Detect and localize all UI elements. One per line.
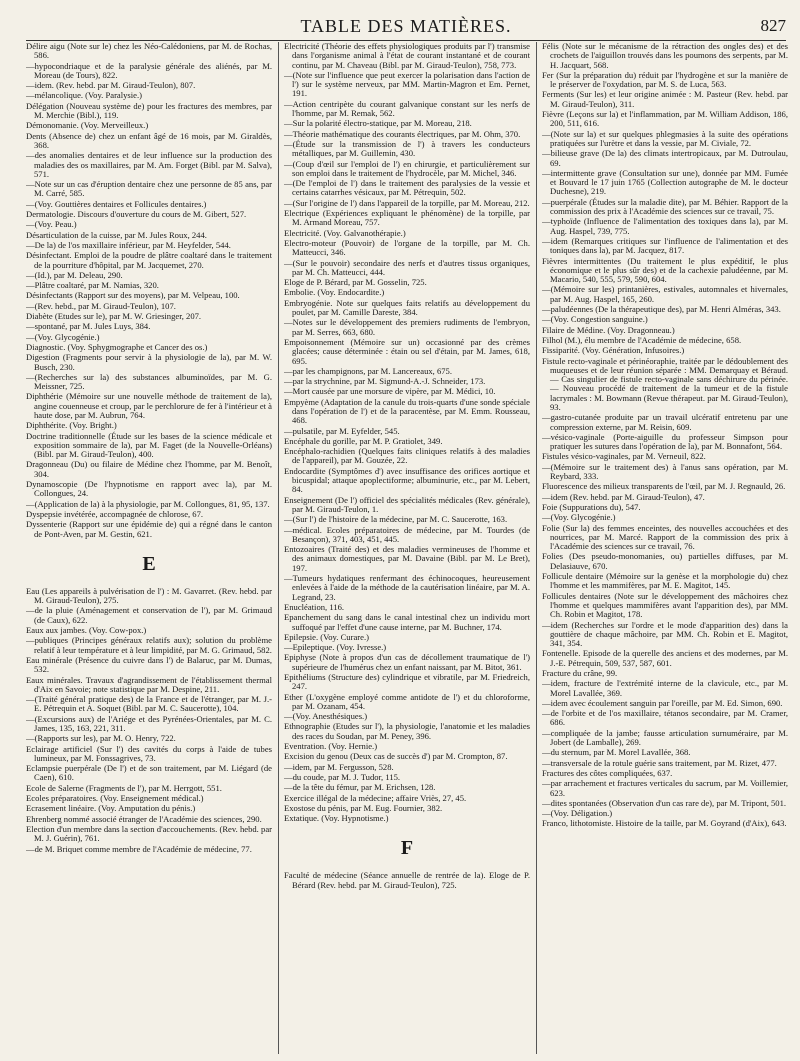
index-entry: Diabète (Etudes sur le), par M. W. Griesinger, 207. xyxy=(26,311,202,322)
index-entry: —de l'orbite et de l'os maxillaire, tétanos secondaire, par M. Cramer, 686. xyxy=(542,708,788,728)
index-entry: —(Sur l') de l'histoire de la médecine, par M. C. Saucerotte, 163. xyxy=(284,514,508,525)
index-entry: —Note sur un cas d'éruption dentaire chez une personne de 85 ans, par M. Carré, 585. xyxy=(26,179,272,199)
index-entry: Diagnostic. (Voy. Sphygmographe et Cancer des os.) xyxy=(26,341,208,352)
section-letter-e: E xyxy=(142,552,156,575)
index-entry: —paludéennes (De la thérapeutique des), par M. Henri Alméras, 343. xyxy=(542,304,781,315)
index-entry: —(Voy. Glycogénie.) xyxy=(542,512,616,523)
index-entry: —mélancolique. (Voy. Paralysie.) xyxy=(26,90,142,101)
index-entry: Enucléation, 116. xyxy=(284,601,345,612)
index-entry: Eau minérale (Présence du cuivre dans l') de Balaruc, par M. Dumas, 532. xyxy=(26,654,272,675)
index-entry: —idem, par M. Fergusson, 528. xyxy=(284,761,394,772)
index-entry: —(Recherches sur la) des substances albuminoïdes, par M. G. Meissner, 725. xyxy=(26,371,272,392)
index-entry: —compliquée de la jambe; fausse articulation surnuméraire, par M. Jobert (de Lamballe), 269. xyxy=(542,727,788,748)
index-entry: —Sur la polarité électro-statique, par M. Moreau, 218. xyxy=(284,118,472,129)
index-entry: Embryogénie. Note sur quelques faits relatifs au développement du poulet, par M. Camille Dareste, 384. xyxy=(284,297,530,318)
index-entry: Démonomanie. (Voy. Merveilleux.) xyxy=(26,120,149,131)
index-entry: Dyssenterie (Rapport sur une épidémie de) qui a régné dans le canton de Pont-Aven, par M. Gestin, 621. xyxy=(26,519,272,539)
index-entry: Dents (Absence de) chez un enfant âgé de 16 mois, par M. Giraldès, 368. xyxy=(26,130,272,150)
index-column-2 xyxy=(284,42,530,1054)
index-entry: —idem (Rev. hebd. par M. Giraud-Teulon), 47. xyxy=(542,491,705,502)
index-entry: —(Traité général pratique des) de la France et de l'étranger, par M. J.-E. Pétrequin et A. Soquet (Bibl. par M. C. Saucerotte), 104. xyxy=(26,694,272,714)
index-entry: Filaire de Médine. (Voy. Dragonneau.) xyxy=(542,324,675,335)
index-entry: Désarticulation de la cuisse, par M. Jules Roux, 244. xyxy=(26,229,207,240)
index-entry: Follicules dentaires (Note sur le développement des mâchoires chez l'homme et quelques mammifères avant l'apparition des), par MM. Ch. Robin et Magitot, 178. xyxy=(542,590,788,620)
index-entry: Ehrenberg nommé associé étranger de l'Académie des sciences, 290. xyxy=(26,813,262,824)
index-entry: Diphthérite. (Voy. Bright.) xyxy=(26,420,117,431)
index-entry: Dyspepsie invétérée, accompagnée de chlorose, 67. xyxy=(26,508,204,519)
index-entry: Epiphyse (Note à propos d'un cas de décollement traumatique de l') supérieure de l'humérus chez un enfant naissant, par M. Bitot, 361. xyxy=(284,652,530,672)
entries-f-part-2 xyxy=(542,42,788,829)
index-entry: Empyème (Adaptation de la canule du trois-quarts d'une sonde spéciale dans l'opération de l') et de la paracentèse, par M. Emm. Rousseau, 468. xyxy=(284,396,530,426)
index-entry: Follicule dentaire (Mémoire sur la genèse et la morphologie du) chez l'homme et les mammifères, par M. E. Magitot, 145. xyxy=(542,571,788,591)
index-entry: Fer (Sur la préparation du) réduit par l'hydrogène et sur la manière de le préserver de l'oxydation, par M. S. de Luca, 563. xyxy=(542,69,788,90)
index-columns xyxy=(26,42,788,1054)
index-entry: Doctrine traditionnelle (Étude sur les bases de la science médicale et exposition sommaire de la), par M. Faget (de la Nouvelle-Orléans) (Bibl. par M. Giraud-Teulon), 400. xyxy=(26,430,272,460)
index-entry: —bilieuse grave (De la) des climats intertropicaux, par M. Dutroulau, 69. xyxy=(542,148,788,168)
page-header xyxy=(26,14,786,41)
index-entry: Eau (Les appareils à pulvérisation de l') : M. Gavarret. (Rev. hebd. par M. Giraud-Teulon), 275. xyxy=(26,585,272,606)
index-entry: —De la) de l'os maxillaire inférieur, par M. Heyfelder, 544. xyxy=(26,239,231,250)
index-entry: —(Voy. Gouttières dentaires et Follicules dentaires.) xyxy=(26,198,207,209)
index-entry: —de M. Briquet comme membre de l'Académie de médecine, 77. xyxy=(26,843,252,854)
index-entry: Désinfectant. Emploi de la poudre de plâtre coaltaré dans le traitement de la pourriture d'hôpital, par M. Jacquemet, 270. xyxy=(26,250,272,270)
index-entry: Ecoles préparatoires. (Voy. Enseignement médical.) xyxy=(26,793,204,804)
index-entry: —idem avec écoulement sanguin par l'oreille, par M. Ed. Simon, 690. xyxy=(542,697,783,708)
index-entry: Electricité. (Voy. Galvanothérapie.) xyxy=(284,227,406,238)
index-entry: —gastro-cutanée produite par un travail ulcératif entretenu par une compression externe, par M. Reisin, 609. xyxy=(542,412,788,432)
index-entry: —par les champignons, par M. Lancereaux, 675. xyxy=(284,365,453,376)
index-entry: —par la strychnine, par M. Sigmund-A.-J. Schneider, 173. xyxy=(284,376,486,387)
index-entry: —de la pluie (Aménagement et conservation de l'), par M. Grimaud (de Caux), 622. xyxy=(26,605,272,625)
entries-f-part-1 xyxy=(284,871,530,890)
index-entry: Dynamoscopie (De l'hypnotisme en rapport avec la), par M. Collongues, 24. xyxy=(26,479,272,499)
index-entry: Epithéliums (Structure des) cylindrique et vibratile, par M. Friedreich, 247. xyxy=(284,672,530,692)
index-entry: —(Application de la) à la physiologie, par M. Collongues, 81, 95, 137. xyxy=(26,498,270,509)
index-entry: —(Excursions aux) de l'Ariége et des Pyrénées-Orientales, par M. C. James, 135, 163, 221, 311. xyxy=(26,713,272,733)
index-entry: Fractures des côtes compliquées, 637. xyxy=(542,767,673,778)
index-entry: —Notes sur le développement des premiers rudiments de l'embryon, par M. Serres, 663, 680. xyxy=(284,317,530,337)
index-entry: —(Voy. Anesthésiques.) xyxy=(284,711,368,722)
index-entry: —Mort causée par une morsure de vipère, par M. Médici, 10. xyxy=(284,386,496,397)
index-entry: —du sternum, par M. Morel Lavallée, 368. xyxy=(542,747,691,758)
index-entry: Exercice illégal de la médecine; affaire Vriès, 27, 45. xyxy=(284,792,467,803)
index-entry: —(Sur le pouvoir) secondaire des nerfs et d'autres tissus organiques, par M. Ch. Matteucci, 444. xyxy=(284,257,530,277)
index-entry: Eventration. (Voy. Hernie.) xyxy=(284,741,378,752)
index-entry: Dermatologie. Discours d'ouverture du cours de M. Gibert, 527. xyxy=(26,209,247,220)
index-entry: Ecole de Salerne (Fragments de l'), par M. Herrgott, 551. xyxy=(26,782,222,793)
index-entry: —médical. Ecoles préparatoires de médecine, par M. Tourdes (de Besançon), 371, 403, 451, 445. xyxy=(284,524,530,544)
index-entry: Diphthérie (Mémoire sur une nouvelle méthode de traitement de la), angine couenneuse et croup, par le perchlorure de fer à l'intérieur et à haute dose, par M. Aubrun, 764. xyxy=(26,391,272,420)
index-entry: Extatique. (Voy. Hypnotisme.) xyxy=(284,813,389,824)
entries-e-part-2 xyxy=(284,42,530,823)
index-entry: Encéphale du gorille, par M. P. Gratiolet, 349. xyxy=(284,435,443,446)
index-entry: —pulsatile, par M. Eyfelder, 545. xyxy=(284,425,400,436)
entries-d xyxy=(26,42,272,539)
index-entry: Fontenelle. Episode de la querelle des anciens et des modernes, par M. J.-E. Pétrequin, 509, 537, 587, 601. xyxy=(542,648,788,668)
index-entry: Faculté de médecine (Séance annuelle de rentrée de la). Eloge de P. Bérard (Rev. hebd. par M. Giraud-Teulon), 725. xyxy=(284,870,530,890)
index-entry: Eaux aux jambes. (Voy. Cow-pox.) xyxy=(26,625,147,636)
index-entry: —(Rapports sur les), par M. O. Henry, 722. xyxy=(26,733,176,744)
index-entry: —intermittente grave (Consultation sur une), donnée par MM. Fumée et Bouvard le 17 juin 1765 (Collection autographe de M. le docteur Duchesne), 219. xyxy=(542,167,788,197)
index-entry: Filhol (M.), élu membre de l'Académie de médecine, 658. xyxy=(542,334,742,345)
index-entry: Fluorescence des milieux transparents de l'œil, par M. J. Regnauld, 26. xyxy=(542,481,786,492)
index-entry: —idem (Recherches sur l'ordre et le mode d'apparition des) dans la gouttière de chaque mâchoire, par MM. Ch. Robin et E. Magitot, 341, 354. xyxy=(542,619,788,649)
index-entry: —publiques (Principes généraux relatifs aux); solution du problème relatif à leur température et à leur limpidité, par M. G. Grimaud, 582. xyxy=(26,635,272,655)
index-entry: Ether (L'oxygène employé comme antidote de l') et du chloroforme, par M. Ozanam, 454. xyxy=(284,691,530,711)
index-entry: —(Voy. Glycogénie.) xyxy=(26,331,100,342)
index-entry: Franco, lithotomiste. Histoire de la taille, par M. Goyrand (d'Aix), 643. xyxy=(542,818,787,829)
section-letter-f: F xyxy=(400,837,414,860)
index-entry: Electro-moteur (Pouvoir) de l'organe de la torpille, par M. Ch. Matteucci, 346. xyxy=(284,237,530,258)
index-entry: Fistule recto-vaginale et périnéoraphie, traitée par le dédoublement des muqueuses et de leur réunion séparée : MM. Demarquay et Béraud. — Cas singulier de fistule recto-vaginale sans déchirure du périnée. — Nouveau procédé de traitement de la tumeur et de la fistule lacrymales : M. Bowmann (Revue thérapeut. par M. Giraud-Teulon), 93. xyxy=(542,355,788,412)
index-entry: —dites spontanées (Observation d'un cas rare de), par M. Tripont, 501. xyxy=(542,797,787,808)
index-entry: Fièvres intermittentes (Du traitement le plus expéditif, le plus économique et le plus sûr des) et de la cachexie paludéenne, par M. Macario, 540, 555, 579, 590, 604. xyxy=(542,255,788,285)
index-entry: Fistules vésico-vaginales, par M. Verneuil, 822. xyxy=(542,451,706,462)
index-entry: Ecrasement linéaire. (Voy. Amputation du pénis.) xyxy=(26,803,196,814)
index-entry: Eclampsie puerpérale (De l') et de son traitement, par M. Liégard (de Caen), 610. xyxy=(26,763,272,783)
index-entry: —Epileptique. (Voy. Ivresse.) xyxy=(284,642,387,653)
index-entry: Embolie. (Voy. Endocardite.) xyxy=(284,287,385,298)
index-entry: Epilepsie. (Voy. Curare.) xyxy=(284,631,369,642)
index-entry: —de la tête du fémur, par M. Erichsen, 128. xyxy=(284,782,436,793)
index-entry: Excision du genou (Deux cas de succès d') par M. Crompton, 87. xyxy=(284,751,508,762)
index-entry: —(De l'emploi de l') dans le traitement des paralysies de la vessie et certains catarrhes vésicaux, par M. Pétrequin, 502. xyxy=(284,178,530,198)
index-entry: Epanchement du sang dans le canal intestinal chez un individu mort suffoqué par l'effet d'une cause interne, par M. Buchner, 174. xyxy=(284,612,530,632)
index-entry: —typhoïde (Influence de l'alimentation des toxiques dans la), par M. Aug. Haspel, 739, 775. xyxy=(542,216,788,236)
index-entry: —Théorie mathématique des courants électriques, par M. Ohm, 370. xyxy=(284,128,521,139)
index-entry: Empoisonnement (Mémoire sur un) occasionné par des crèmes glacées; cause déterminée : étain ou sel d'étain, par M. James, 618, 695. xyxy=(284,336,530,366)
index-entry: —(Voy. Congestion sanguine.) xyxy=(542,314,648,325)
index-entry: Enseignement (De l') officiel des spécialités médicales (Rev. générale), par M. Giraud-Teulon, 1. xyxy=(284,494,530,514)
column-rule xyxy=(278,42,279,1054)
index-entry: —(Id.), par M. Deleau, 290. xyxy=(26,269,123,280)
index-entry: Electricité (Théorie des effets physiologiques produits par l') transmise dans l'organisme animal à l'état de courant instantané et de courant continu, par M. Chaveau (Bibl. par M. Giraud-Teulon), 758, 773. xyxy=(284,42,530,70)
index-entry: —Tumeurs hydatiques renfermant des échinocoques, heureusement enlevées à l'aide de la méthode de la cautérisation linéaire, par M. A. Legrand, 23. xyxy=(284,573,530,602)
index-entry: —(Rev. hebd., par M. Giraud-Teulon), 107. xyxy=(26,300,176,311)
index-entry: Fracture du crâne, 99. xyxy=(542,668,618,678)
index-entry: Election d'un membre dans la section d'accouchements. (Rev. hebd. par M. J. Guérin), 761. xyxy=(26,823,272,844)
index-entry: Encéphalo-rachidien (Quelques faits cliniques relatifs à des maladies de l'appareil), par M. Gouzée, 22. xyxy=(284,446,530,466)
index-entry: Fièvre (Leçons sur la) et l'inflammation, par M. William Addison, 186, 200, 511, 616. xyxy=(542,109,788,129)
index-entry: —(Voy. Peau.) xyxy=(26,219,77,230)
index-entry: —(Voy. Déligation.) xyxy=(542,808,613,819)
index-entry: —Action centripète du courant galvanique constant sur les nerfs de l'homme, par M. Remak, 562. xyxy=(284,98,530,119)
index-entry: —puerpérale (Études sur la maladie dite), par M. Béhier. Rapport de la commission des prix à l'Académie des sciences sur ce travail, 75. xyxy=(542,196,788,217)
page-title: TABLE DES MATIÈRES. xyxy=(300,16,512,36)
index-entry: —(Étude sur la transmission de l') à travers les conducteurs métalliques, par M. Guillemin, 430. xyxy=(284,138,530,159)
index-entry: —(Note sur la) et sur quelques phlegmasies à la suite des opérations pratiquées sur l'urètre et dans la vessie, par M. Civiale, 72. xyxy=(542,128,788,148)
index-entry: —Plâtre coaltaré, par M. Namias, 320. xyxy=(26,280,159,291)
index-entry: Dragonneau (Du) ou filaire de Médine chez l'homme, par M. Benoît, 304. xyxy=(26,459,272,479)
index-entry: —idem, fracture de l'extrémité interne de la clavicule, etc., par M. Morel Lavallée, 369. xyxy=(542,678,788,698)
index-entry: —(Sur l'origine de l') dans l'appareil de la torpille, par M. Moreau, 212. xyxy=(284,197,530,208)
index-entry: Délire aigu (Note sur le) chez les Néo-Calédoniens, par M. de Rochas, 586. xyxy=(26,42,272,61)
index-entry: —du coude, par M. J. Tudor, 115. xyxy=(284,771,401,782)
index-entry: —spontané, par M. Jules Luys, 384. xyxy=(26,321,151,332)
index-entry: Ferments (Sur les) et leur origine animée : M. Pasteur (Rev. hebd. par M. Giraud-Teulon), 311. xyxy=(542,89,788,109)
index-entry: —des anomalies dentaires et de leur influence sur la production des maladies des os maxillaires, par M. Am. Forget (Bibl. par M. Salva), 571. xyxy=(26,150,272,179)
index-entry: —idem (Remarques critiques sur l'influence de l'alimentation et des toniques dans la), par M. Jacquez, 817. xyxy=(542,235,788,256)
index-entry: Eaux minérales. Travaux d'agrandissement de l'établissement thermal d'Aix en Savoie; note statistique par M. Despine, 211. xyxy=(26,674,272,694)
index-entry: Eclairage artificiel (Sur l') des cavités du corps à l'aide de tubes lumineux, par M. Fonssagrives, 73. xyxy=(26,743,272,763)
index-entry: —par arrachement et fractures verticales du sacrum, par M. Voillemier, 623. xyxy=(542,778,788,798)
index-entry: —idem. (Rev. hebd. par M. Giraud-Teulon), 807. xyxy=(26,80,196,91)
index-entry: Digestion (Fragments pour servir à la physiologie de la), par M. W. Busch, 230. xyxy=(26,352,272,372)
index-entry: Folie (Sur la) des femmes enceintes, des nouvelles accouchées et des nourrices, par M. Marcé. Rapport de la commission des prix à l'Académie des sciences sur ce travail, 76. xyxy=(542,522,788,552)
index-entry: Délégation (Nouveau système de) pour les fractures des membres, par M. Merchie (Bibl.), 119. xyxy=(26,100,272,121)
index-entry: —(Mémoire sur le traitement des) à l'anus sans opération, par M. Reybard, 333. xyxy=(542,461,788,482)
index-entry: —transversale de la rotule guérie sans traitement, par M. Rizet, 477. xyxy=(542,757,777,768)
index-entry: Désinfectants (Rapport sur des moyens), par M. Velpeau, 100. xyxy=(26,290,240,301)
entries-e-part-1 xyxy=(26,587,272,854)
index-entry: Electrique (Expériences expliquant le phénomène) de la torpille, par M. Armand Moreau, 757. xyxy=(284,208,530,228)
index-entry: Foie (Suppurations du), 547. xyxy=(542,501,641,512)
index-entry: —vésico-vaginale (Porte-aiguille du professeur Simpson pour pratiquer les sutures dans l'opération de la), par M. Bonnafont, 564. xyxy=(542,431,788,452)
index-entry: Endocardite (Symptômes d') avec insuffisance des orifices aortique et bicuspidal; attaque apoplectiforme; albuminurie, etc., par M. Lebert, 84. xyxy=(284,465,530,495)
index-entry: Exostose du pénis, par M. Eug. Fournier, 382. xyxy=(284,802,443,813)
page-number: 827 xyxy=(760,16,786,35)
index-entry: —hypocondriaque et de la paralysie générale des aliénés, par M. Moreau (de Tours), 822. xyxy=(26,60,272,80)
index-entry: Félis (Note sur le mécanisme de la rétraction des ongles des) et des crochets de l'aiguillon trouvés dans les poumons des serpents, par M. H. Jacquart, 568. xyxy=(542,42,788,70)
index-column-3 xyxy=(542,42,788,1054)
index-entry: Eloge de P. Bérard, par M. Gosselin, 725. xyxy=(284,277,427,288)
index-entry: Folies (Des pseudo-monomanies, ou) partielles diffuses, par M. Delasiauve, 670. xyxy=(542,551,788,571)
index-entry: —(Coup d'œil sur l'emploi de l') en chirurgie, et particulièrement sur son emploi dans le traitement de l'hydrocèle, par M. Michel, 346. xyxy=(284,158,530,178)
index-column-1 xyxy=(26,42,272,1054)
index-entry: —(Note sur l'influence que peut exercer la polarisation dans l'action de l') sur le système nerveux, par MM. Martin-Magron et Em. Pernet, 191. xyxy=(284,69,530,99)
column-rule xyxy=(536,42,537,1054)
index-entry: Entozoaires (Traité des) et des maladies vermineuses de l'homme et des animaux domestiques, par M. Davaine (Bibl. par M. Le Bret), 197. xyxy=(284,544,530,573)
index-entry: Ethnographie (Etudes sur l'), la physiologie, l'anatomie et les maladies des races du Soudan, par M. Peney, 396. xyxy=(284,721,530,741)
index-entry: —(Mémoire sur les) printanières, estivales, automnales et hivernales, par M. Aug. Haspel, 165, 260. xyxy=(542,284,788,304)
index-entry: Fissiparité. (Voy. Génération, Infusoires.) xyxy=(542,345,685,356)
